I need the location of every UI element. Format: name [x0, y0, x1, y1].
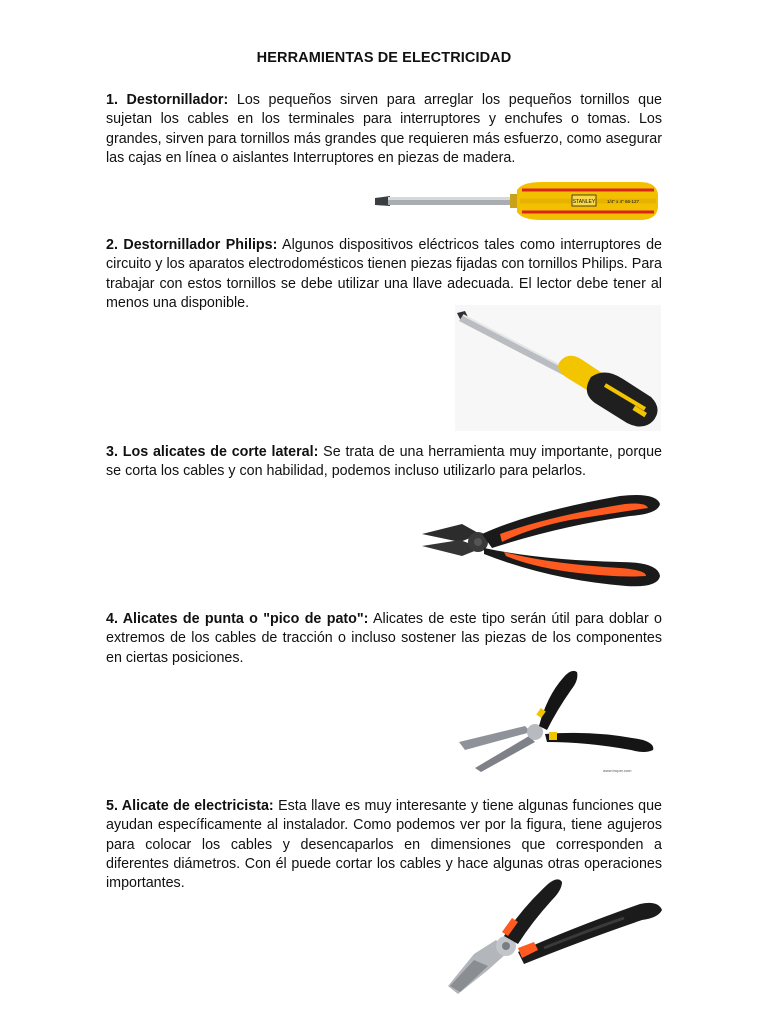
flathead-screwdriver-image	[372, 178, 662, 226]
section-5-heading: 5. Alicate de electricista:	[106, 798, 274, 814]
section-3-heading: 3. Los alicates de corte lateral:	[106, 444, 319, 460]
lineman-pliers-image	[444, 874, 664, 996]
section-1-heading: 1. Destornillador:	[106, 92, 229, 108]
section-1	[106, 91, 662, 168]
section-4-text: Alicates de este tipo serán útil para doblar o extremos de los cables de tracción o incluso sostener las piezas de los componentes en ciertas posiciones.	[106, 611, 662, 666]
section-1-text: Los pequeños sirven para arreglar los pequeños tornillos que sujetan los cables en los terminales para interruptores y enchufes o tomas. Los grandes, sirven para tornillos más grandes que requieren más esfuerzo, como asegurar las cajas en línea o aislantes Interruptores en piezas de madera.	[106, 92, 662, 166]
section-3-text: Se trata de una herramienta muy importante, porque se corta los cables y con habilidad, podemos incluso utilizarlo para pelarlos.	[106, 444, 662, 480]
section-4-heading: 4. Alicates de punta o "pico de pato":	[106, 611, 369, 627]
screwdriver-size-label: 1/4" x 4" 66-127	[607, 199, 639, 204]
side-cutting-pliers-image	[420, 490, 662, 590]
section-2-heading: 2. Destornillador Philips:	[106, 237, 278, 253]
page-title: HERRAMIENTAS DE ELECTRICIDAD	[256, 50, 512, 66]
section-2	[106, 236, 662, 313]
screwdriver-brand-label: STANLEY	[572, 199, 596, 205]
section-5-text: Esta llave es muy interesante y tiene algunas funciones que ayudan específicamente al instalador. Como podemos ver por la figura, tiene agujeros para colocar los cables y desencaparlos en dimensiones que corresponden a diferentes diámetros. Con él puede cortar los cables y hace algunas otras operaciones importantes.	[106, 798, 662, 892]
section-3	[106, 443, 662, 482]
image-watermark: www.truper.com	[603, 768, 632, 773]
section-2-text: Algunos dispositivos eléctricos tales como interruptores de circuito y los aparatos electrodomésticos tienen piezas fijadas con tornillos Philips. Para trabajar con estos tornillos se debe utilizar una llave adecuada. El lector debe tener al menos una disponible.	[106, 237, 663, 311]
phillips-screwdriver-image	[455, 305, 661, 431]
needle-nose-pliers-image	[455, 660, 661, 776]
